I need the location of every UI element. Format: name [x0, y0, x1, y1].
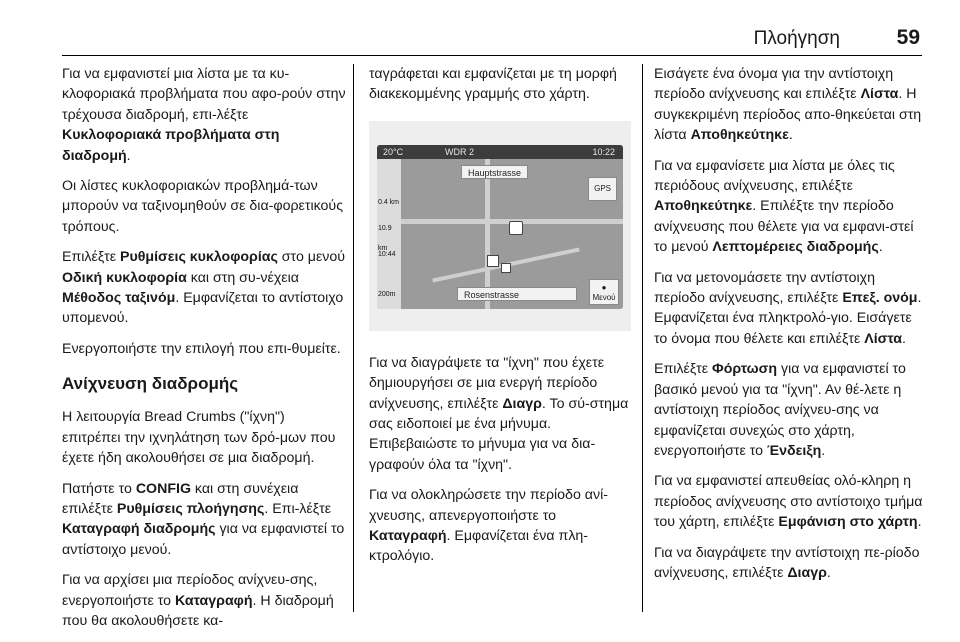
destination-flag-icon: [501, 263, 511, 273]
navigation-screenshot: [369, 121, 631, 331]
paragraph: Για να εμφανιστεί απευθείας ολό-κληρη η περίοδος ανίχνευσης στο αντίστοιχο τμήμα του χάρτη, επιλέξτε Εμφάνιση στο χάρτη.: [654, 473, 923, 531]
paragraph: Οι λίστες κυκλοφοριακών προβλημά-των μπορούν να ταξινομηθούν σε δια-φορετικούς τρόπους.: [62, 178, 344, 235]
page-title: Πλοήγηση: [753, 28, 840, 49]
user-icon: ●: [601, 282, 607, 292]
column-2: [369, 64, 633, 577]
map-area[interactable]: [401, 159, 623, 309]
paragraph: Για να διαγράψετε την αντίστοιχη πε-ρίοδο ανίχνευσης, επιλέξτε Διαγρ.: [654, 544, 920, 581]
paragraph: Για να μετονομάσετε την αντίστοιχη περίοδο ανίχνευσης, επιλέξτε Επεξ. ονόμ. Εμφανίζεται ένα πληκτρολό-γιο. Εισάγετε το όνομα που θέλετε και επιλέξτε Λίστα.: [654, 269, 922, 347]
paragraph: Για να εμφανίσετε μια λίστα με όλες τις περιόδους ανίχνευσης, επιλέξτε Αποθηκεύτηκε. Επιλέξτε την περίοδο ανίχνευσης που θέλετε για να εμφανι-στεί το μενού Λεπτομέρειες διαδρομής.: [654, 157, 914, 256]
clock-time: 10:22: [592, 146, 615, 157]
info-panel: [377, 159, 401, 309]
paragraph: Επιλέξτε Φόρτωση για να εμφανιστεί το βασικό μενού για τα "ίχνη". Αν θέ-λετε η αντίστοιχη περίοδος ανίχνευ-σης να εμφανίζεται συνεχώς στο χάρτη, ενεργοποιήστε το Ένδειξη.: [654, 361, 906, 459]
paragraph: Πατήστε το CONFIG και στη συνέχεια επιλέξτε Ρυθμίσεις πλοήγησης. Επι-λέξτε Καταγραφή διαδρομής για να εμφανιστεί το αντίστοιχο μενού.: [62, 480, 345, 558]
page-number: 59: [896, 26, 920, 49]
gps-button[interactable]: GPS: [588, 177, 617, 201]
column-1: [62, 64, 346, 641]
temperature: 20°C: [383, 146, 404, 157]
waypoint-icon: [487, 255, 499, 267]
page-header: [0, 0, 960, 58]
street-label: Rosenstrasse: [457, 287, 577, 301]
status-bar: [377, 145, 623, 159]
arrival-time: 10:44: [378, 250, 396, 258]
menu-button[interactable]: ● Μενού: [589, 279, 619, 305]
column-divider: [642, 64, 643, 612]
paragraph: Για να διαγράψετε τα "ίχνη" που έχετε δημιουργήσει σε μια ενεργή περίοδο ανίχνευσης, επιλέξτε Διαγρ. Το σύ-στημα σας ειδοποιεί με ένα μήνυμα. Επιβεβαιώστε το μήνυμα για να δια-γραφούν όλα τα "ίχνη".: [369, 354, 629, 473]
street-label: Hauptstrasse: [461, 165, 528, 179]
header-rule: [62, 55, 922, 56]
paragraph: ταγράφεται και εμφανίζεται με τη μορφή διακεκομμένης γραμμής στο χάρτη.: [369, 66, 617, 103]
paragraph: Ενεργοποιήστε την επιλογή που επι-θυμείτε.: [62, 340, 341, 357]
vehicle-position-icon: [509, 221, 523, 235]
paragraph: Για να εμφανιστεί μια λίστα με τα κυ-κλοφοριακά προβλήματα που αφο-ρούν στην τρέχουσα διαδρομή, επι-λέξτε Κυκλοφοριακά προβλήματα στη διαδρομή.: [62, 66, 346, 164]
column-3: [654, 64, 926, 593]
paragraph: Εισάγετε ένα όνομα για την αντίστοιχη περίοδο ανίχνευσης και επιλέξτε Λίστα. Η συγκεκριμένη περίοδος απο-θηκεύεται στη λίστα Αποθηκεύτηκε.: [654, 66, 922, 144]
paragraph: Επιλέξτε Ρυθμίσεις κυκλοφορίας στο μενού Οδική κυκλοφορία και στη συ-νέχεια Μέθοδος ταξινόμ. Εμφανίζεται το αντίστοιχο υπομενού.: [62, 249, 346, 327]
paragraph: Για να αρχίσει μια περίοδος ανίχνευ-σης, ενεργοποιήστε το Καταγραφή. Η διαδρομή που θα ακολουθήσετε κα-: [62, 572, 334, 629]
paragraph: Για να ολοκληρώσετε την περίοδο ανί-χνευσης, απενεργοποιήστε το Καταγραφή. Εμφανίζεται ένα πλη-κτρολόγιο.: [369, 487, 608, 565]
paragraph: Η λειτουργία Bread Crumbs ("ίχνη") επιτρέπει την ιχνηλάτηση των δρό-μων που έχετε ήδη ακολουθήσει σε μια διαδρομή.: [62, 409, 336, 467]
section-heading: Ανίχνευση διαδρομής: [62, 374, 239, 394]
map-scale: 200m: [378, 290, 396, 298]
radio-station: WDR 2: [445, 146, 474, 157]
remaining-distance: 10.9 km: [378, 224, 392, 253]
nav-screen: [377, 145, 623, 309]
turn-distance: 0.4 km: [378, 198, 400, 206]
column-divider: [353, 64, 354, 612]
